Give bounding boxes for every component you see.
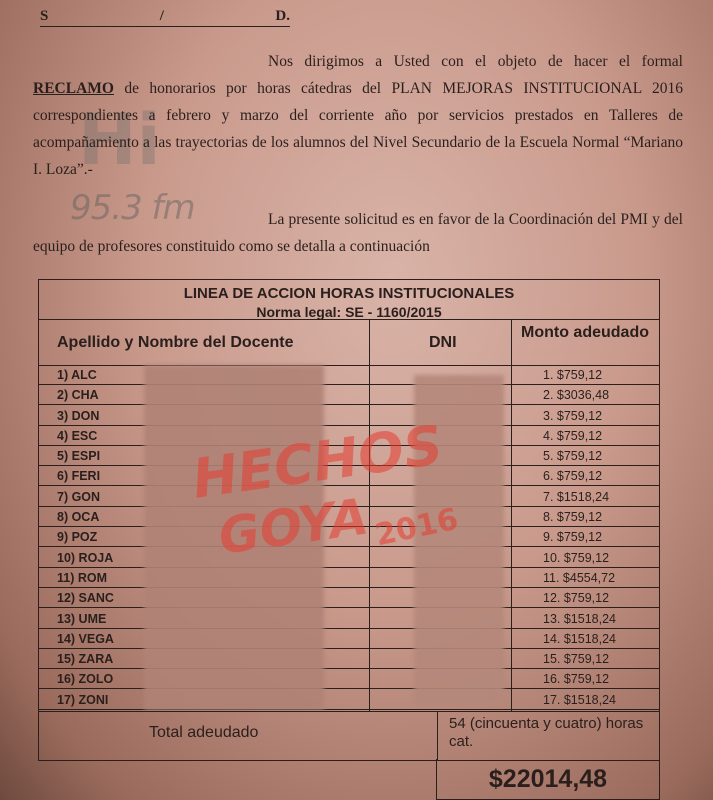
table-subtitle: Norma legal: SE - 1160/2015 [256, 304, 442, 320]
paragraph2-text: La presente solicitud es en favor de la Coordinación del PMI y del equipo de profesores constituido como se detalla a continuación [33, 211, 683, 255]
docente-cell: 6) FERI [39, 466, 369, 486]
total-label: Total adeudado [149, 724, 259, 741]
docente-cell: 5) ESPI [39, 446, 369, 466]
radio-logo-watermark: Hi [78, 99, 161, 181]
monto-cell: 17. $1518,24 [511, 690, 659, 710]
monto-cell: 13. $1518,24 [511, 609, 659, 629]
table-row [39, 385, 659, 405]
docente-cell: 4) ESC [39, 426, 369, 446]
table-row [39, 365, 659, 385]
paragraph-reclamo [33, 48, 683, 183]
table-row [39, 406, 659, 426]
watermark-goya-text: GOYA [215, 487, 372, 566]
table-row [39, 690, 659, 710]
docente-cell: 16) ZOLO [39, 669, 369, 689]
monto-cell: 14. $1518,24 [511, 629, 659, 649]
docente-cell: 17) ZONI [39, 690, 369, 710]
column-divider [437, 712, 438, 760]
table-header [39, 280, 659, 320]
paragraph-solicitud [33, 206, 683, 260]
grand-total: $22014,48 [436, 759, 660, 800]
d-label: D. [275, 8, 290, 24]
column-dni-header: DNI [429, 334, 457, 351]
monto-cell: 10. $759,12 [511, 548, 659, 568]
reclamo-word: RECLAMO [33, 80, 114, 97]
docente-cell: 7) GON [39, 487, 369, 507]
paragraph1-rest: de honorarios por horas cátedras del PLAN MEJORAS INSTITUCIONAL 2016 correspondientes a febrero y marzo del corriente año por servicios prestados en Talleres de acompañamiento a las trayectorias de los alumnos del Nivel Secundario de la Escuela Normal “Mariano I. Loza”.- [33, 80, 683, 178]
monto-cell: 9. $759,12 [511, 527, 659, 547]
salutation-line [40, 8, 290, 27]
watermark-hechos-text: HECHOS [188, 413, 447, 511]
docente-cell: 8) OCA [39, 507, 369, 527]
monto-cell: 5. $759,12 [511, 446, 659, 466]
column-monto-header: Monto adeudado [521, 324, 649, 341]
paragraph1-intro: Nos dirigimos a Usted con el objeto de hacer el formal [268, 53, 683, 70]
monto-cell: 1. $759,12 [511, 365, 659, 385]
docente-cell: 13) UME [39, 609, 369, 629]
docente-cell: 14) VEGA [39, 629, 369, 649]
docente-cell: 10) ROJA [39, 548, 369, 568]
docente-cell: 12) SANC [39, 588, 369, 608]
column-name-header: Apellido y Nombre del Docente [57, 334, 294, 351]
monto-cell: 4. $759,12 [511, 426, 659, 446]
monto-cell: 16. $759,12 [511, 669, 659, 689]
monto-cell: 12. $759,12 [511, 588, 659, 608]
total-hours: 54 (cincuenta y cuatro) horas cat. [449, 715, 644, 750]
s-label: S [40, 8, 49, 24]
table-row [39, 609, 659, 629]
monto-cell: 8. $759,12 [511, 507, 659, 527]
monto-cell: 3. $759,12 [511, 406, 659, 426]
total-row [39, 711, 659, 760]
radio-frequency-watermark: 95.3 fm [70, 188, 195, 228]
docente-cell: 11) ROM [39, 568, 369, 588]
docente-cell: 3) DON [39, 406, 369, 426]
docente-cell: 15) ZARA [39, 649, 369, 669]
monto-cell: 7. $1518,24 [511, 487, 659, 507]
docente-cell: 1) ALC [39, 365, 369, 385]
watermark-year: 2016 [372, 501, 462, 554]
monto-cell: 11. $4554,72 [511, 568, 659, 588]
monto-cell: 6. $759,12 [511, 466, 659, 486]
table-row [39, 649, 659, 669]
table-row [39, 629, 659, 649]
monto-cell: 15. $759,12 [511, 649, 659, 669]
column-headers [39, 320, 659, 366]
docente-cell: 9) POZ [39, 527, 369, 547]
slash: / [159, 8, 164, 24]
table-title: LINEA DE ACCION HORAS INSTITUCIONALES [183, 285, 515, 302]
monto-cell: 2. $3036,48 [511, 385, 659, 405]
docente-cell: 2) CHA [39, 385, 369, 405]
table-row [39, 669, 659, 689]
